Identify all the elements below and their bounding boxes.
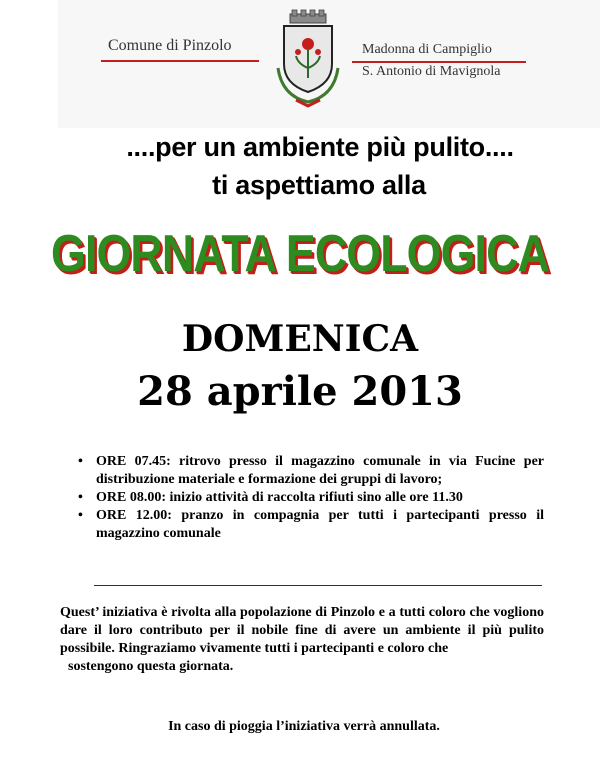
rain-notice: In caso di pioggia l’iniziativa verrà annullata. — [168, 719, 440, 734]
schedule-item — [74, 507, 544, 543]
notice-main-text: Quest’ iniziativa è rivolta alla popolazione di Pinzolo e a tutti coloro che vogliono dare il loro contributo per il nobile fine di avere un ambiente il più pulito possibile. Ringraziamo vivamente tutti i partecipanti e coloro che — [60, 605, 544, 656]
event-title: GIORNATA ECOLOGICA — [51, 225, 549, 283]
schedule-item — [74, 489, 544, 507]
bullet-icon: • — [78, 454, 83, 469]
tagline-line-1: ....per un ambiente più pulito.... — [126, 132, 514, 162]
bullet-icon: • — [78, 508, 83, 523]
event-day: DOMENICA — [181, 318, 419, 360]
schedule-divider — [94, 585, 542, 586]
municipality-name-right-1: Madonna di Campiglio — [362, 42, 492, 57]
schedule-item-text: ORE 12.00: pranzo in compagnia per tutti i partecipanti presso il magazzino comunale — [96, 508, 544, 541]
coat-of-arms-icon — [268, 8, 348, 108]
event-date: 28 aprile 2013 — [137, 368, 463, 415]
header-divider-right — [352, 61, 526, 63]
notice-paragraph — [60, 604, 544, 676]
municipality-name-left: Comune di Pinzolo — [108, 37, 232, 54]
schedule-list — [74, 453, 544, 543]
notice-end-text: sostengono questa giornata. — [68, 659, 234, 674]
schedule-item — [74, 453, 544, 489]
header-divider-left — [101, 60, 259, 62]
schedule-item-text: ORE 08.00: inizio attività di raccolta rifiuti sino alle ore 11.30 — [96, 490, 463, 505]
municipality-name-right-2: S. Antonio di Mavignola — [362, 64, 501, 79]
tagline-line-2: ti aspettiamo alla — [212, 170, 426, 200]
schedule-item-text: ORE 07.45: ritrovo presso il magazzino comunale in via Fucine per distribuzione materiale e formazione dei gruppi di lavoro; — [96, 454, 544, 487]
bullet-icon: • — [78, 490, 83, 505]
